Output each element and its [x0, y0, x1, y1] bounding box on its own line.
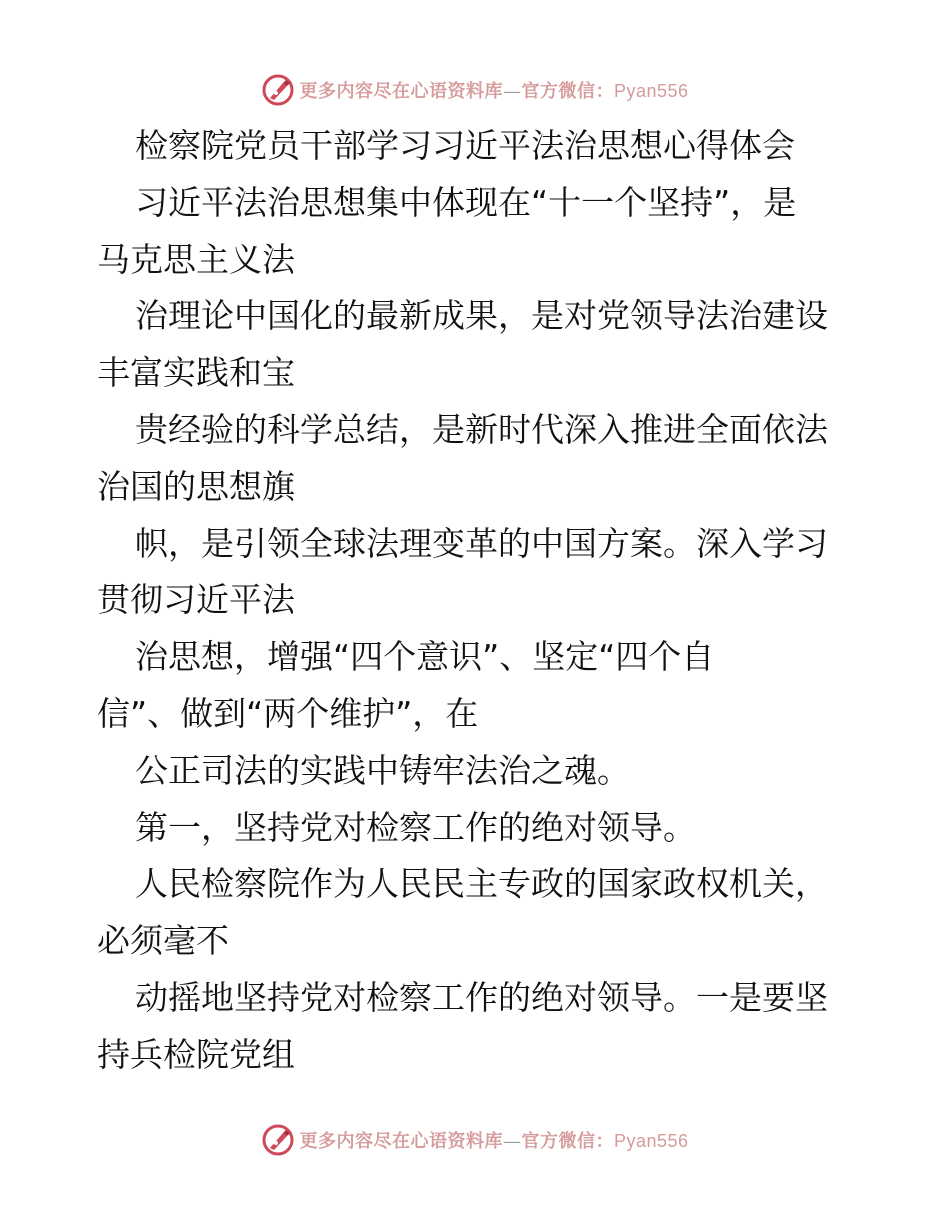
- pen-logo-icon: [261, 73, 295, 107]
- banner-wechat-id: Pyan556: [613, 1131, 689, 1151]
- paragraph-line: 治思想，增强“四个意识”、坚定“四个自: [135, 637, 715, 677]
- paragraph-line: 治理论中国化的最新成果，是对党领导法治建设: [135, 296, 828, 336]
- paragraph-line: 动摇地坚持党对检察工作的绝对领导。一是要坚: [135, 977, 828, 1017]
- paragraph-line: 必须毫不: [97, 921, 229, 961]
- paragraph-line: 持兵检院党组: [97, 1034, 295, 1074]
- paragraph-line: 公正司法的实践中铸牢法治之魂。: [135, 750, 630, 790]
- footer-banner: [0, 1120, 950, 1160]
- banner-main-text: 更多内容尽在心语资料库: [299, 81, 503, 102]
- paragraph-line: 丰富实践和宝: [97, 353, 295, 393]
- header-banner: [0, 70, 950, 110]
- paragraph-line: 信”、做到“两个维护”，在: [97, 693, 479, 733]
- banner-wechat-id: Pyan556: [613, 81, 689, 101]
- paragraph-line: 帜，是引领全球法理变革的中国方案。深入学习: [135, 523, 828, 563]
- paragraph-line: 贵经验的科学总结，是新时代深入推进全面依法: [135, 409, 828, 449]
- banner-dash: —: [502, 1131, 522, 1152]
- paragraph-line: 马克思主义法: [97, 239, 295, 279]
- banner-dash: —: [502, 81, 522, 102]
- document-body: [0, 118, 950, 1084]
- paragraph-line: 贯彻习近平法: [97, 580, 295, 620]
- pen-logo-icon: [261, 1123, 295, 1157]
- document-title: 检察院党员干部学习习近平法治思想心得体会: [135, 126, 795, 165]
- section-heading: 第一，坚持党对检察工作的绝对领导。: [135, 807, 696, 847]
- banner-label: 官方微信：: [521, 81, 614, 102]
- banner-label: 官方微信：: [521, 1131, 614, 1152]
- paragraph-line: 习近平法治思想集中体现在“十一个坚持”，是: [135, 182, 797, 222]
- paragraph-line: 治国的思想旗: [97, 466, 295, 506]
- paragraph-line: 人民检察院作为人民民主专政的国家政权机关，: [135, 864, 828, 904]
- banner-main-text: 更多内容尽在心语资料库: [299, 1131, 503, 1152]
